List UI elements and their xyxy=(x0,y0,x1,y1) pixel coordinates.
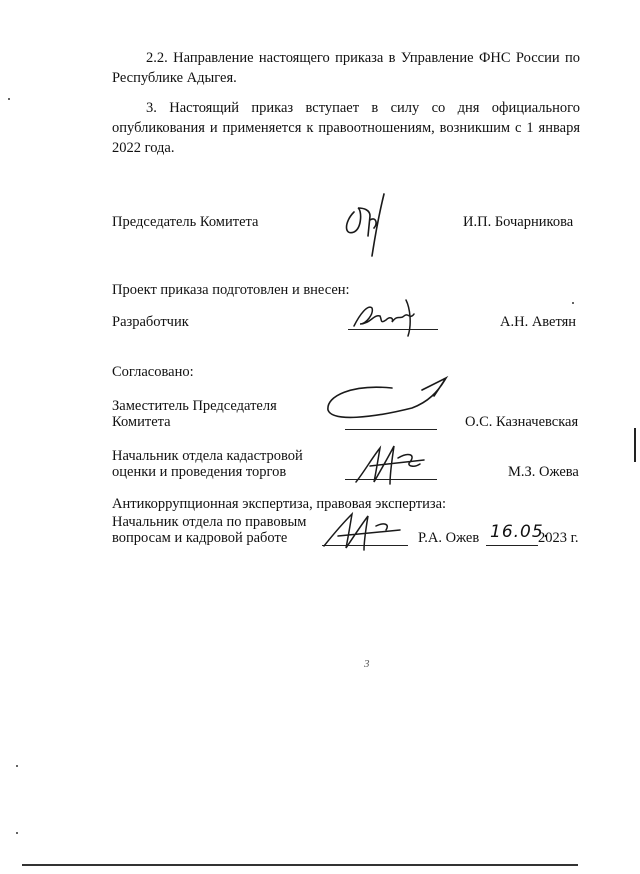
paragraph-3-text: 3. Настоящий приказ вступает в силу со дня официального опубликования и применяется к правоотношениям, возникшим с 1 января 2022 года. xyxy=(112,100,580,156)
bottom-scan-line xyxy=(22,864,578,866)
chair-title: Председатель Комитета xyxy=(112,214,259,230)
chair-name: И.П. Бочарникова xyxy=(463,214,574,230)
project-heading: Проект приказа подготовлен и внесен: xyxy=(112,282,350,298)
legal-date-year: 2023 г. xyxy=(538,530,579,546)
legal-date-handwritten: 16.05. xyxy=(490,522,551,542)
legal-heading: Антикоррупционная экспертиза, правовая экспертиза: xyxy=(112,496,447,512)
cadastral-signature xyxy=(350,438,430,488)
page-number: 3 xyxy=(364,658,370,670)
legal-date-line xyxy=(486,545,538,546)
cadastral-role-line2: оценки и проведения торгов xyxy=(112,464,287,480)
deputy-role-line1: Заместитель Председателя xyxy=(112,398,277,414)
deputy-signature xyxy=(322,372,452,428)
deputy-sign-line xyxy=(345,429,437,430)
chair-signature xyxy=(340,190,400,260)
legal-name: Р.А. Ожев xyxy=(418,530,480,546)
legal-role-line1: Начальник отдела по правовым xyxy=(112,514,307,530)
cadastral-name: М.З. Ожева xyxy=(508,464,579,480)
paragraph-2-2 xyxy=(112,48,580,88)
legal-signature xyxy=(320,500,410,552)
deputy-role-line2: Комитета xyxy=(112,414,171,430)
developer-name: А.Н. Аветян xyxy=(500,314,577,330)
cadastral-role-line1: Начальник отдела кадастровой xyxy=(112,448,303,464)
developer-role: Разработчик xyxy=(112,314,189,330)
scan-speck xyxy=(8,98,10,100)
legal-role-line2: вопросам и кадровой работе xyxy=(112,530,288,546)
paragraph-2-2-text: 2.2. Направление настоящего приказа в Управление ФНС России по Республике Адыгея. xyxy=(112,50,580,86)
scan-speck xyxy=(16,765,18,767)
deputy-name: О.С. Казначевская xyxy=(465,414,579,430)
scan-speck xyxy=(572,302,574,304)
scan-edge-mark xyxy=(634,428,636,462)
paragraph-3 xyxy=(112,98,580,158)
agreed-heading: Согласовано: xyxy=(112,364,194,380)
scan-speck xyxy=(16,832,18,834)
developer-signature xyxy=(350,294,430,338)
